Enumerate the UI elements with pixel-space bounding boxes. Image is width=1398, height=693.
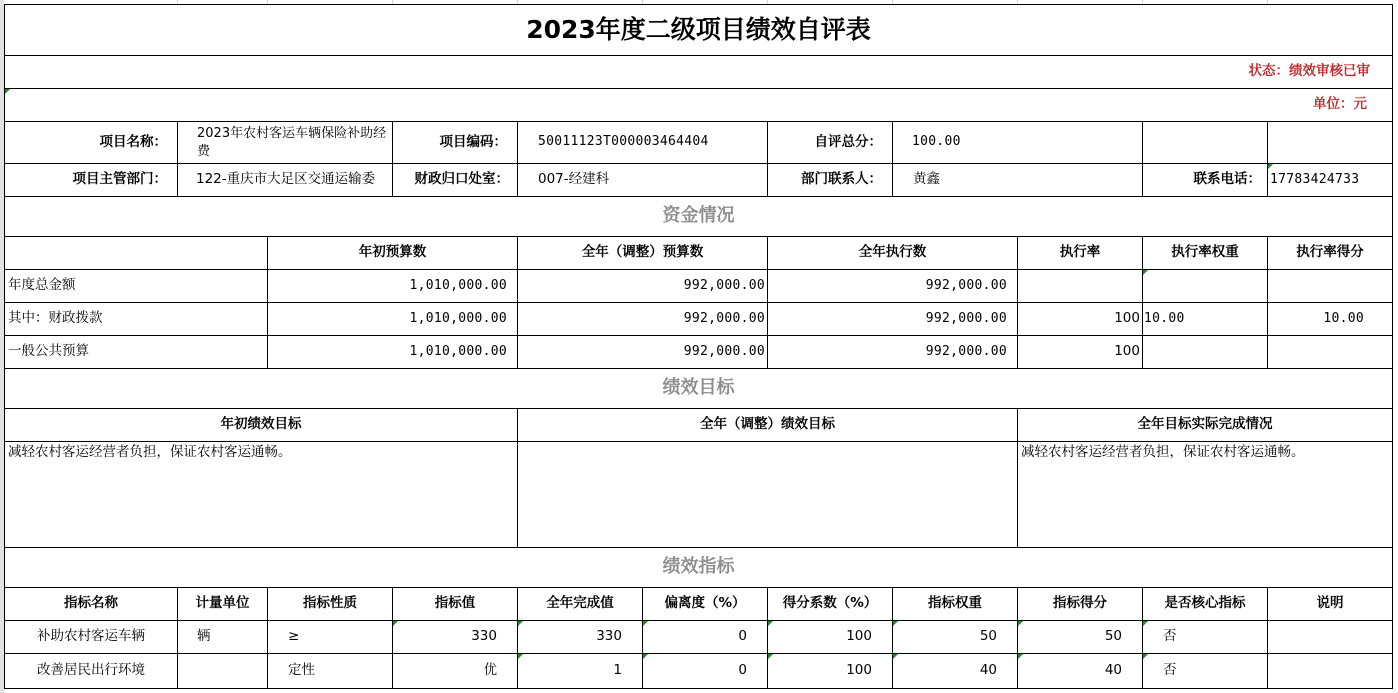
funds-header-cell[interactable]: 执行率 [1018,237,1143,270]
indicator-cell[interactable]: 改善居民出行环境 [5,654,178,689]
phone-label[interactable]: 联系电话： [1143,164,1268,197]
dept-label[interactable]: 项目主管部门： [5,164,178,197]
project-name-label[interactable]: 项目名称： [5,122,178,164]
indicator-cell[interactable]: 40 [893,654,1018,689]
indicator-cell[interactable] [1268,621,1393,654]
indicator-cell[interactable]: 100 [768,654,893,689]
funds-header-cell[interactable] [5,237,268,270]
indicator-cell[interactable]: 优 [393,654,518,689]
funds-cell[interactable]: 10.00 [1143,303,1268,336]
funds-cell[interactable] [1143,336,1268,369]
indicator-header-cell[interactable]: 指标得分 [1018,588,1143,621]
indicator-header-cell[interactable]: 全年完成值 [518,588,643,621]
page-title[interactable]: 2023年度二级项目绩效自评表 [5,5,1393,56]
indicator-cell[interactable]: 否 [1143,621,1268,654]
funds-cell[interactable]: 992,000.00 [768,270,1018,303]
funds-header-cell[interactable]: 年初预算数 [268,237,518,270]
funds-cell[interactable]: 992,000.00 [518,336,768,369]
goal-initial-text[interactable]: 减轻农村客运经营者负担，保证农村客运通畅。 [5,442,518,548]
status-badge[interactable]: 状态：绩效审核已审 [5,56,1393,89]
funds-cell[interactable] [1268,270,1393,303]
indicator-cell[interactable]: ≥ [268,621,393,654]
goal-adjusted-text[interactable] [518,442,1018,548]
indicator-header-cell[interactable]: 得分系数（%） [768,588,893,621]
funds-cell[interactable] [1018,270,1143,303]
indicator-cell[interactable]: 50 [1018,621,1143,654]
indicator-cell[interactable] [1268,654,1393,689]
project-name-value[interactable]: 2023年农村客运车辆保险补助经费 [178,122,393,164]
indicator-header-cell[interactable]: 是否核心指标 [1143,588,1268,621]
funds-cell[interactable]: 100 [1018,303,1143,336]
indicator-header-cell[interactable]: 指标权重 [893,588,1018,621]
goal-actual-text[interactable]: 减轻农村客运经营者负担，保证农村客运通畅。 [1018,442,1393,548]
indicator-cell[interactable]: 50 [893,621,1018,654]
section-goals-title[interactable]: 绩效目标 [5,369,1393,409]
project-code-value[interactable]: 50011123T000003464404 [518,122,768,164]
funds-header-cell[interactable]: 全年执行数 [768,237,1018,270]
phone-value[interactable]: 17783424733 [1268,164,1393,197]
finance-office-value[interactable]: 007-经建科 [518,164,768,197]
indicator-header-cell[interactable]: 指标名称 [5,588,178,621]
indicator-cell[interactable]: 0 [643,621,768,654]
funds-header-cell[interactable]: 全年（调整）预算数 [518,237,768,270]
funds-row-label[interactable]: 一般公共预算 [5,336,268,369]
indicator-cell[interactable]: 330 [393,621,518,654]
funds-cell[interactable]: 992,000.00 [768,336,1018,369]
self-score-label[interactable]: 自评总分： [768,122,893,164]
funds-row-label[interactable]: 年度总金额 [5,270,268,303]
indicator-cell[interactable]: 1 [518,654,643,689]
contact-label[interactable]: 部门联系人： [768,164,893,197]
indicator-cell[interactable]: 补助农村客运车辆 [5,621,178,654]
funds-cell[interactable]: 992,000.00 [518,270,768,303]
funds-cell[interactable]: 992,000.00 [518,303,768,336]
funds-cell[interactable]: 100 [1018,336,1143,369]
indicator-cell[interactable]: 0 [643,654,768,689]
project-code-label[interactable]: 项目编码： [393,122,518,164]
section-indicators-title[interactable]: 绩效指标 [5,548,1393,588]
indicator-header-cell[interactable]: 计量单位 [178,588,268,621]
indicator-header-cell[interactable]: 偏离度（%） [643,588,768,621]
section-funds-title[interactable]: 资金情况 [5,197,1393,237]
indicator-header-cell[interactable]: 说明 [1268,588,1393,621]
indicator-header-cell[interactable]: 指标性质 [268,588,393,621]
indicator-cell[interactable]: 40 [1018,654,1143,689]
goals-header-cell[interactable]: 年初绩效目标 [5,409,518,442]
finance-office-label[interactable]: 财政归口处室： [393,164,518,197]
funds-row-label[interactable]: 其中：财政拨款 [5,303,268,336]
indicator-cell[interactable]: 330 [518,621,643,654]
goals-header-cell[interactable]: 全年目标实际完成情况 [1018,409,1393,442]
empty-cell[interactable] [1143,122,1268,164]
funds-header-cell[interactable]: 执行率权重 [1143,237,1268,270]
funds-cell[interactable] [1268,336,1393,369]
funds-header-cell[interactable]: 执行率得分 [1268,237,1393,270]
funds-cell[interactable]: 1,010,000.00 [268,303,518,336]
unit-label[interactable]: 单位：元 [5,89,1393,122]
indicator-header-cell[interactable]: 指标值 [393,588,518,621]
indicator-cell[interactable]: 辆 [178,621,268,654]
funds-cell[interactable]: 1,010,000.00 [268,336,518,369]
goals-header-cell[interactable]: 全年（调整）绩效目标 [518,409,1018,442]
dept-value[interactable]: 122-重庆市大足区交通运输委 [178,164,393,197]
indicator-cell[interactable]: 定性 [268,654,393,689]
indicator-cell[interactable]: 否 [1143,654,1268,689]
contact-value[interactable]: 黄鑫 [893,164,1143,197]
indicator-cell[interactable]: 100 [768,621,893,654]
funds-cell[interactable] [1143,270,1268,303]
funds-cell[interactable]: 1,010,000.00 [268,270,518,303]
self-score-value[interactable]: 100.00 [893,122,1143,164]
indicator-cell[interactable] [178,654,268,689]
empty-cell[interactable] [1268,122,1393,164]
funds-cell[interactable]: 10.00 [1268,303,1393,336]
funds-cell[interactable]: 992,000.00 [768,303,1018,336]
